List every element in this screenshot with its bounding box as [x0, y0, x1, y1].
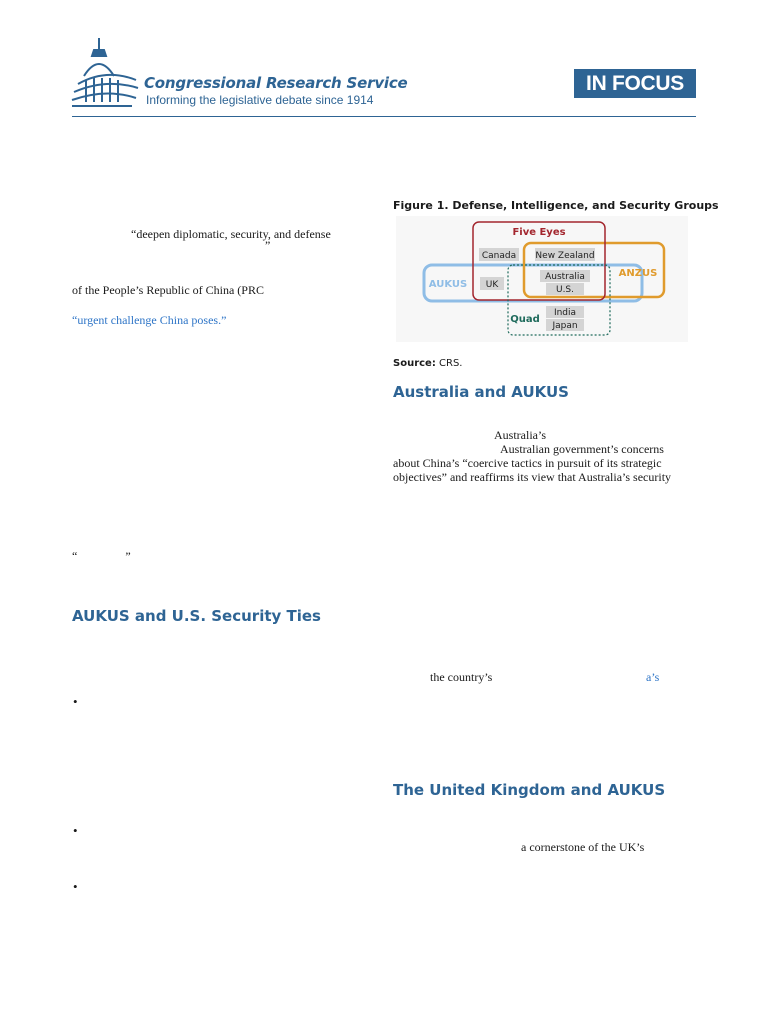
- uk-aukus-heading: The United Kingdom and AUKUS: [393, 781, 666, 799]
- org-tagline: Informing the legislative debate since 1914: [146, 93, 374, 107]
- figure-title: Figure 1. Defense, Intelligence, and Security Groups: [393, 199, 719, 212]
- label-aukus: AUKUS: [428, 279, 468, 290]
- australias-fragment: Australia’s: [494, 428, 546, 442]
- country-india: India: [553, 308, 577, 318]
- groups-diagram: [396, 216, 688, 342]
- country-australia: Australia: [545, 272, 585, 282]
- label-quad: Quad: [510, 314, 540, 325]
- label-five-eyes: Five Eyes: [512, 227, 566, 238]
- capitol-dome-icon: [70, 36, 140, 112]
- country-uk: UK: [485, 280, 499, 290]
- countrys-fragment: the country’s: [430, 670, 493, 684]
- cornerstone-fragment: a cornerstone of the UK’s: [521, 840, 645, 854]
- quote-deepen: “deepen diplomatic, security, and defense: [131, 227, 331, 241]
- aukus-us-heading: AUKUS and U.S. Security Ties: [72, 607, 321, 625]
- as-fragment-link[interactable]: a’s: [646, 670, 660, 684]
- in-focus-badge: IN FOCUS: [574, 69, 696, 98]
- country-us: U.S.: [555, 285, 575, 295]
- bullet-3: •: [73, 879, 78, 894]
- crs-logo: [70, 36, 140, 112]
- country-new-zealand: New Zealand: [535, 251, 595, 261]
- quote-close-mark: ”: [265, 238, 271, 252]
- country-japan: Japan: [552, 321, 578, 331]
- source-label: Source:: [393, 358, 436, 369]
- country-canada: Canada: [481, 251, 517, 261]
- australia-aukus-heading: Australia and AUKUS: [393, 383, 569, 401]
- coercive-line: about China’s “coercive tactics in pursuit of its strategic: [393, 456, 662, 470]
- bullet-2: •: [73, 823, 78, 838]
- bullet-1: •: [73, 694, 78, 709]
- org-name: Congressional Research Service: [144, 74, 408, 92]
- urgent-challenge-link[interactable]: “urgent challenge China poses.”: [72, 313, 227, 327]
- figure-source: [393, 358, 463, 369]
- source-value: CRS.: [439, 358, 463, 369]
- prc-line: of the People’s Republic of China (PRC: [72, 283, 264, 297]
- quote-marks: “ ”: [72, 549, 131, 563]
- label-anzus: ANZUS: [618, 268, 658, 279]
- concerns-line: Australian government’s concerns: [500, 442, 664, 456]
- objectives-line: objectives” and reaffirms its view that Australia’s security: [393, 470, 672, 484]
- header-divider: [72, 116, 696, 117]
